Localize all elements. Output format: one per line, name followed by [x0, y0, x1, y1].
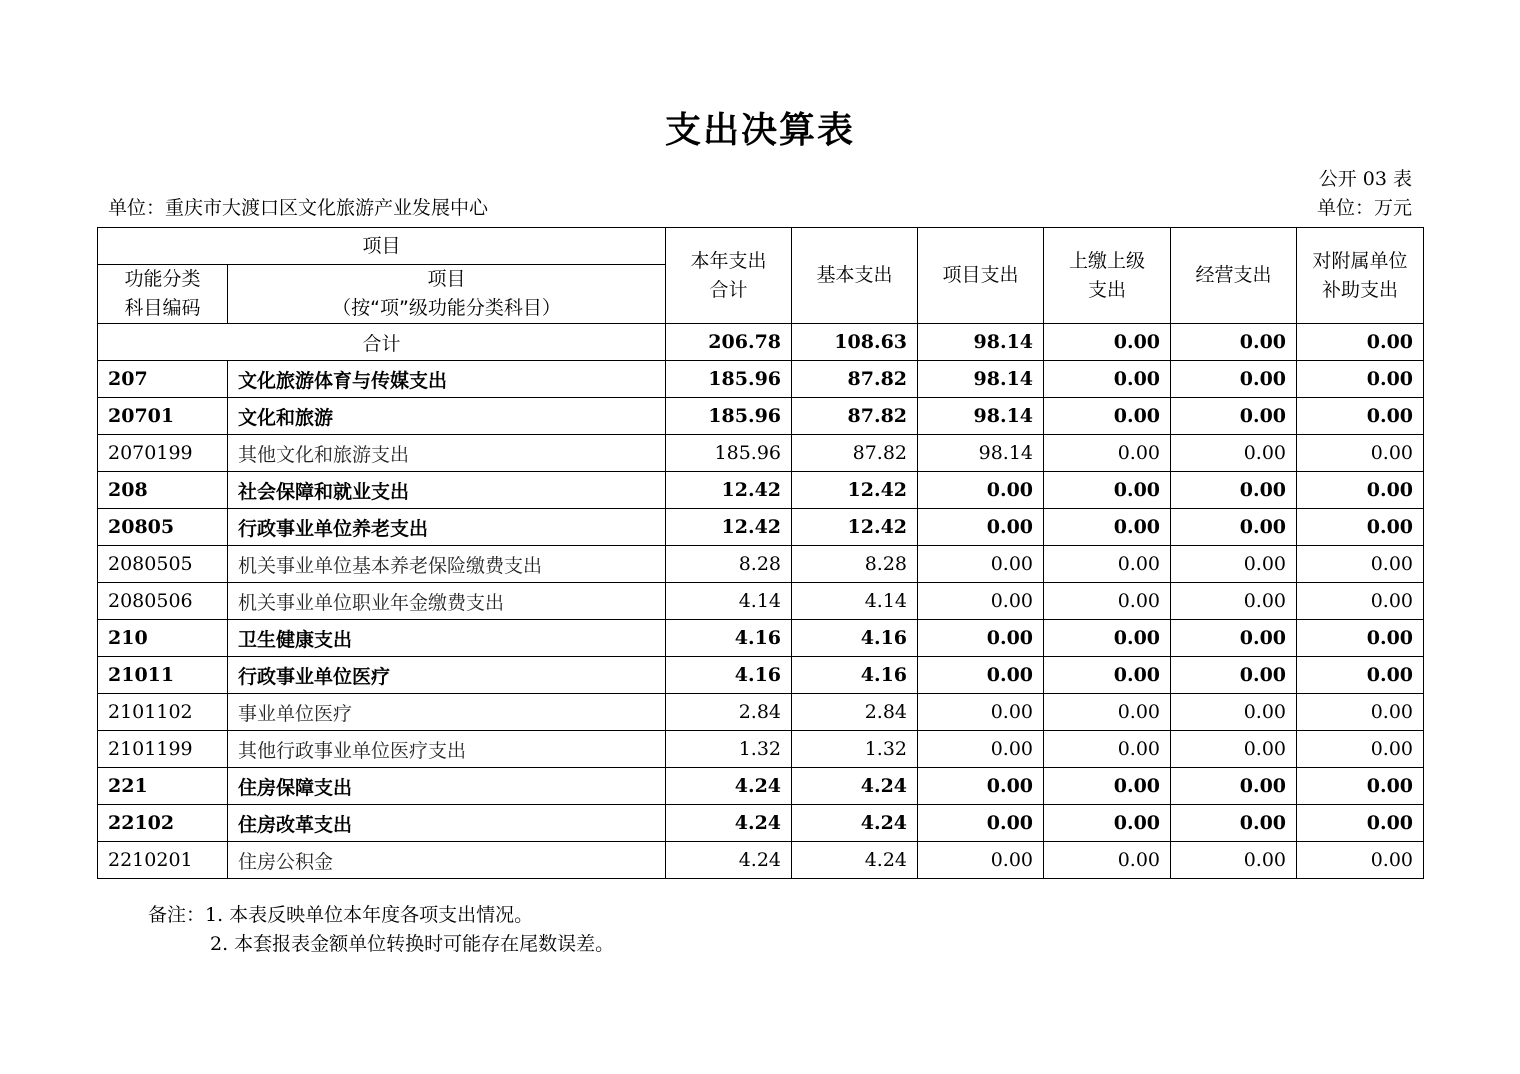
header-upper — [1044, 228, 1171, 324]
row-value: 185.96 — [666, 398, 792, 435]
row-value: 0.00 — [1297, 398, 1424, 435]
row-value: 0.00 — [1171, 768, 1297, 805]
header-upper-line1: 上缴上级 — [1069, 249, 1146, 272]
row-value: 0.00 — [1297, 768, 1424, 805]
total-label: 合计 — [98, 324, 666, 361]
row-value: 87.82 — [792, 361, 918, 398]
header-item: 项目 — [98, 228, 666, 265]
row-value: 0.00 — [1297, 842, 1424, 879]
row-value: 0.00 — [1297, 620, 1424, 657]
row-value: 0.00 — [1044, 435, 1171, 472]
row-name: 住房公积金 — [228, 842, 666, 879]
row-name: 行政事业单位医疗 — [228, 657, 666, 694]
row-value: 0.00 — [1044, 694, 1171, 731]
header-name-line2: （按“项”级功能分类科目） — [332, 297, 561, 319]
row-value: 4.24 — [666, 842, 792, 879]
row-value: 4.14 — [792, 583, 918, 620]
row-name: 社会保障和就业支出 — [228, 472, 666, 509]
row-value: 0.00 — [1044, 509, 1171, 546]
total-cell: 0.00 — [1171, 324, 1297, 361]
row-name: 其他文化和旅游支出 — [228, 435, 666, 472]
row-value: 0.00 — [1044, 398, 1171, 435]
row-value: 0.00 — [1171, 657, 1297, 694]
table-row — [98, 583, 1424, 620]
row-value: 4.16 — [666, 657, 792, 694]
currency-unit: 单位：万元 — [1316, 197, 1412, 219]
row-value: 0.00 — [918, 583, 1044, 620]
header-name-line1: 项目 — [427, 268, 466, 290]
row-value: 0.00 — [918, 768, 1044, 805]
row-code: 207 — [98, 361, 228, 398]
note-line-2: 2. 本套报表金额单位转换时可能存在尾数误差。 — [210, 933, 615, 955]
header-upper-line2: 支出 — [1088, 278, 1127, 301]
row-value: 0.00 — [1297, 509, 1424, 546]
row-code: 20805 — [98, 509, 228, 546]
row-value: 0.00 — [1297, 361, 1424, 398]
row-name: 文化旅游体育与传媒支出 — [228, 361, 666, 398]
expenditure-table — [97, 227, 1424, 879]
row-value: 4.24 — [666, 805, 792, 842]
row-value: 0.00 — [1171, 620, 1297, 657]
row-value: 0.00 — [1044, 583, 1171, 620]
row-value: 0.00 — [1171, 583, 1297, 620]
row-value: 2.84 — [666, 694, 792, 731]
row-value: 0.00 — [1044, 805, 1171, 842]
table-row — [98, 805, 1424, 842]
total-cell: 0.00 — [1044, 324, 1171, 361]
row-value: 98.14 — [918, 398, 1044, 435]
row-value: 0.00 — [1044, 620, 1171, 657]
row-code: 208 — [98, 472, 228, 509]
header-project: 项目支出 — [918, 228, 1044, 324]
row-value: 0.00 — [1171, 435, 1297, 472]
row-value: 0.00 — [1171, 361, 1297, 398]
header-subsidy — [1297, 228, 1424, 324]
row-value: 87.82 — [792, 435, 918, 472]
row-value: 0.00 — [1171, 731, 1297, 768]
header-total-line2: 合计 — [709, 278, 748, 301]
row-value: 98.14 — [918, 435, 1044, 472]
note-line-1: 备注：1. 本表反映单位本年度各项支出情况。 — [148, 904, 534, 926]
table-row — [98, 472, 1424, 509]
table-row — [98, 509, 1424, 546]
row-value: 0.00 — [918, 731, 1044, 768]
row-value: 0.00 — [1297, 435, 1424, 472]
row-value: 4.16 — [792, 620, 918, 657]
row-value: 0.00 — [918, 509, 1044, 546]
row-value: 0.00 — [1297, 583, 1424, 620]
row-value: 0.00 — [1297, 805, 1424, 842]
row-value: 1.32 — [666, 731, 792, 768]
row-value: 0.00 — [1297, 472, 1424, 509]
row-value: 0.00 — [1171, 805, 1297, 842]
row-code: 2210201 — [98, 842, 228, 879]
row-code: 2080505 — [98, 546, 228, 583]
header-subsidy-line2: 补助支出 — [1322, 278, 1399, 301]
row-code: 221 — [98, 768, 228, 805]
table-row — [98, 435, 1424, 472]
row-value: 8.28 — [792, 546, 918, 583]
header-subsidy-line1: 对附属单位 — [1312, 249, 1408, 272]
row-name: 其他行政事业单位医疗支出 — [228, 731, 666, 768]
table-row — [98, 694, 1424, 731]
row-code: 2101102 — [98, 694, 228, 731]
total-cell: 206.78 — [666, 324, 792, 361]
row-value: 0.00 — [1171, 472, 1297, 509]
row-value: 0.00 — [918, 546, 1044, 583]
row-value: 0.00 — [918, 805, 1044, 842]
row-value: 1.32 — [792, 731, 918, 768]
table-row — [98, 546, 1424, 583]
row-code: 210 — [98, 620, 228, 657]
header-total-line1: 本年支出 — [690, 249, 767, 272]
table-number: 公开 03 表 — [1318, 168, 1412, 190]
row-value: 0.00 — [1044, 472, 1171, 509]
row-value: 2.84 — [792, 694, 918, 731]
total-cell: 0.00 — [1297, 324, 1424, 361]
row-value: 12.42 — [792, 472, 918, 509]
row-value: 0.00 — [1297, 731, 1424, 768]
row-value: 98.14 — [918, 361, 1044, 398]
row-value: 0.00 — [1297, 694, 1424, 731]
row-name: 事业单位医疗 — [228, 694, 666, 731]
reporting-unit: 单位：重庆市大渡口区文化旅游产业发展中心 — [108, 197, 489, 219]
row-name: 住房改革支出 — [228, 805, 666, 842]
row-code: 2080506 — [98, 583, 228, 620]
row-value: 0.00 — [1171, 509, 1297, 546]
row-code: 2070199 — [98, 435, 228, 472]
row-value: 4.16 — [792, 657, 918, 694]
row-name: 机关事业单位基本养老保险缴费支出 — [228, 546, 666, 583]
total-row — [98, 324, 1424, 361]
row-value: 0.00 — [1171, 694, 1297, 731]
total-cell: 108.63 — [792, 324, 918, 361]
row-value: 12.42 — [666, 472, 792, 509]
row-value: 4.24 — [792, 842, 918, 879]
row-value: 0.00 — [1297, 546, 1424, 583]
table-row — [98, 842, 1424, 879]
row-code: 2101199 — [98, 731, 228, 768]
row-value: 0.00 — [1044, 731, 1171, 768]
row-value: 0.00 — [918, 620, 1044, 657]
notes — [148, 901, 614, 959]
table-row — [98, 361, 1424, 398]
row-value: 0.00 — [918, 472, 1044, 509]
row-name: 住房保障支出 — [228, 768, 666, 805]
table-row — [98, 398, 1424, 435]
header-business: 经营支出 — [1171, 228, 1297, 324]
row-value: 12.42 — [792, 509, 918, 546]
header-code-line2: 科目编码 — [124, 297, 201, 319]
row-value: 4.24 — [666, 768, 792, 805]
row-name: 文化和旅游 — [228, 398, 666, 435]
row-value: 0.00 — [918, 657, 1044, 694]
page-title: 支出决算表 — [664, 110, 855, 151]
row-value: 0.00 — [1171, 842, 1297, 879]
row-value: 4.16 — [666, 620, 792, 657]
table-row — [98, 768, 1424, 805]
row-value: 12.42 — [666, 509, 792, 546]
row-value: 0.00 — [1044, 657, 1171, 694]
header-code-line1: 功能分类 — [124, 268, 201, 290]
row-value: 185.96 — [666, 435, 792, 472]
row-value: 0.00 — [918, 694, 1044, 731]
header-basic: 基本支出 — [792, 228, 918, 324]
header-code — [98, 265, 228, 324]
total-cell: 98.14 — [918, 324, 1044, 361]
row-value: 0.00 — [1297, 657, 1424, 694]
row-value: 8.28 — [666, 546, 792, 583]
header-name — [228, 265, 666, 324]
row-value: 87.82 — [792, 398, 918, 435]
row-value: 0.00 — [1044, 546, 1171, 583]
row-value: 0.00 — [1044, 768, 1171, 805]
row-value: 4.24 — [792, 768, 918, 805]
row-value: 0.00 — [1171, 546, 1297, 583]
table-row — [98, 620, 1424, 657]
row-value: 4.24 — [792, 805, 918, 842]
header-total — [666, 228, 792, 324]
table-row — [98, 657, 1424, 694]
row-name: 机关事业单位职业年金缴费支出 — [228, 583, 666, 620]
row-value: 0.00 — [1171, 398, 1297, 435]
row-value: 185.96 — [666, 361, 792, 398]
row-code: 20701 — [98, 398, 228, 435]
row-value: 0.00 — [918, 842, 1044, 879]
row-name: 行政事业单位养老支出 — [228, 509, 666, 546]
table-row — [98, 731, 1424, 768]
row-value: 4.14 — [666, 583, 792, 620]
row-code: 21011 — [98, 657, 228, 694]
row-name: 卫生健康支出 — [228, 620, 666, 657]
row-value: 0.00 — [1044, 361, 1171, 398]
row-value: 0.00 — [1044, 842, 1171, 879]
row-code: 22102 — [98, 805, 228, 842]
